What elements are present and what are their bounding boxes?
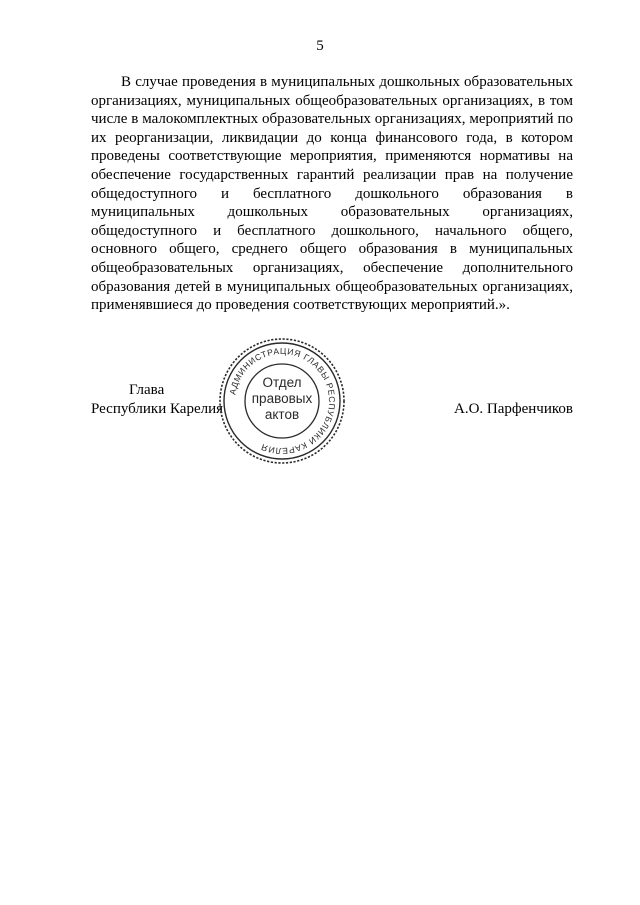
official-stamp bbox=[218, 337, 346, 465]
stamp-ring-text: АДМИНИСТРАЦИЯ ГЛАВЫ РЕСПУБЛИКИ КАРЕЛИЯ bbox=[227, 345, 338, 457]
stamp-seal-icon bbox=[218, 337, 346, 465]
signature-organization: Республики Карелия bbox=[91, 401, 224, 417]
stamp-line-2: правовых bbox=[251, 391, 313, 406]
signature-title: Глава bbox=[129, 382, 165, 398]
main-paragraph: В случае проведения в муниципальных дошкольных образовательных организациях, муниципальных общеобразовательных организациях, в том числе в малокомплектных образовательных организациях, мероприятий по их реорганизации, ликвидации до конца финансового года, в котором проведены соответствующие мероприятия, применяются нормативы на обеспечение государственных гарантий реализации прав на получение общедоступного и бесплатного дошкольного образования в муниципальных дошкольных образовательных организациях, общедоступного и бесплатного дошкольного, начального общего, основного общего, среднего общего образования в муниципальных общеобразовательных организациях, обеспечение дополнительного образования детей в муниципальных общеобразовательных организациях, применявшиеся до проведения соответствующих мероприятий.». bbox=[91, 74, 573, 314]
signature-block bbox=[91, 381, 223, 419]
page-number: 5 bbox=[316, 38, 324, 54]
signature-name: А.О. Парфенчиков bbox=[454, 401, 573, 417]
stamp-line-1: Отдел bbox=[262, 375, 302, 390]
stamp-line-3: актов bbox=[264, 407, 300, 422]
